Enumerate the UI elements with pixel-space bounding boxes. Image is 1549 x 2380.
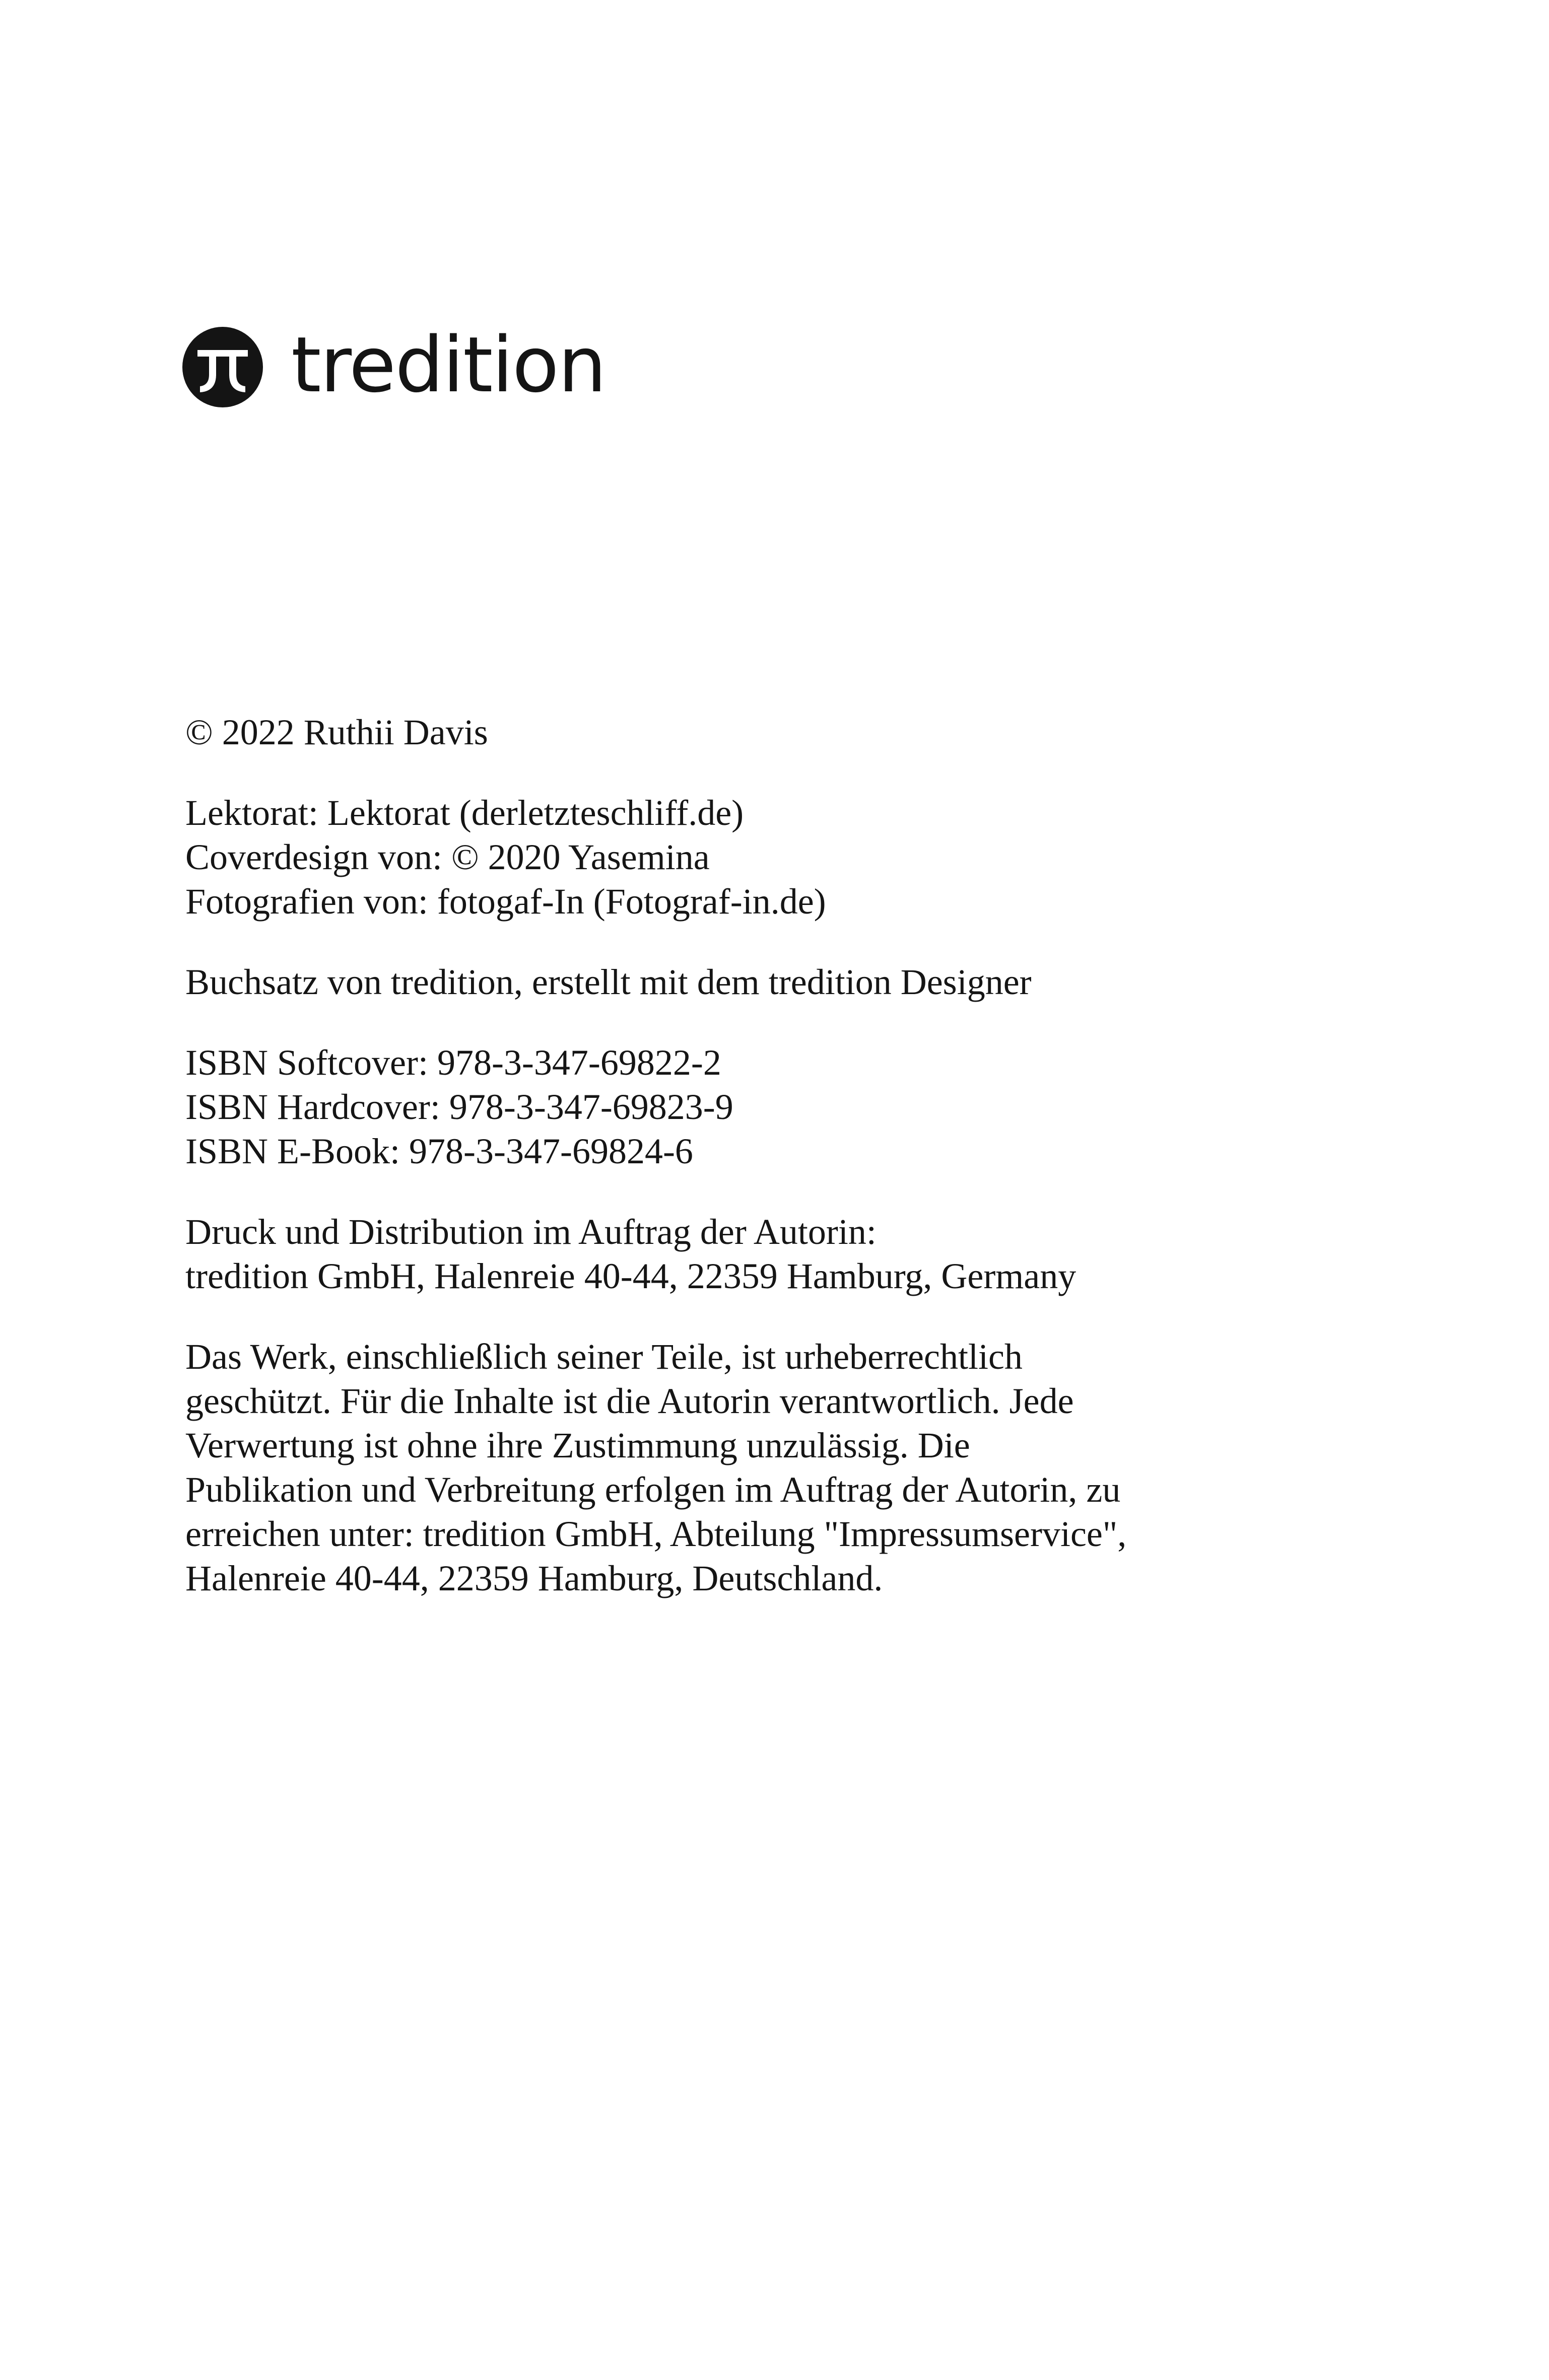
legal-line: Publikation und Verbreitung erfolgen im Auftrag der Autorin, zu: [185, 1469, 1121, 1510]
legal-line: Halenreie 40-44, 22359 Hamburg, Deutschland.: [185, 1558, 883, 1598]
legal-line: Verwertung ist ohne ihre Zustimmung unzulässig. Die: [185, 1425, 970, 1465]
credit-photography: Fotografien von: fotogaf-In (Fotograf-in.de): [185, 881, 826, 922]
typesetting-line: Buchsatz von tredition, erstellt mit dem tredition Designer: [185, 962, 1032, 1002]
tredition-logo-icon: [182, 327, 263, 407]
distribution-line: Druck und Distribution im Auftrag der Autorin:: [185, 1212, 877, 1252]
publisher-name: tredition: [291, 320, 606, 409]
legal-notice-block: [185, 1335, 1344, 1600]
legal-line: Das Werk, einschließlich seiner Teile, ist urheberrechtlich: [185, 1337, 1023, 1377]
publisher-logo: [182, 320, 606, 409]
copyright-block: [185, 710, 1344, 754]
credit-editing: Lektorat: Lektorat (derletzteschliff.de): [185, 793, 744, 833]
credit-cover-design: Coverdesign von: © 2020 Yasemina: [185, 837, 710, 877]
isbn-ebook: ISBN E-Book: 978-3-347-69824-6: [185, 1131, 693, 1171]
isbn-hardcover: ISBN Hardcover: 978-3-347-69823-9: [185, 1087, 733, 1127]
isbn-block: [185, 1040, 1344, 1173]
copyright-line: © 2022 Ruthii Davis: [185, 712, 488, 752]
distribution-block: [185, 1210, 1344, 1298]
legal-line: geschützt. Für die Inhalte ist die Autorin verantwortlich. Jede: [185, 1381, 1074, 1421]
typesetting-block: [185, 960, 1344, 1004]
legal-line: erreichen unter: tredition GmbH, Abteilung "Impressumservice",: [185, 1514, 1127, 1554]
distribution-address: tredition GmbH, Halenreie 40-44, 22359 Hamburg, Germany: [185, 1256, 1076, 1296]
isbn-softcover: ISBN Softcover: 978-3-347-69822-2: [185, 1042, 721, 1083]
credits-block: [185, 791, 1344, 924]
imprint-text: [185, 710, 1344, 1637]
